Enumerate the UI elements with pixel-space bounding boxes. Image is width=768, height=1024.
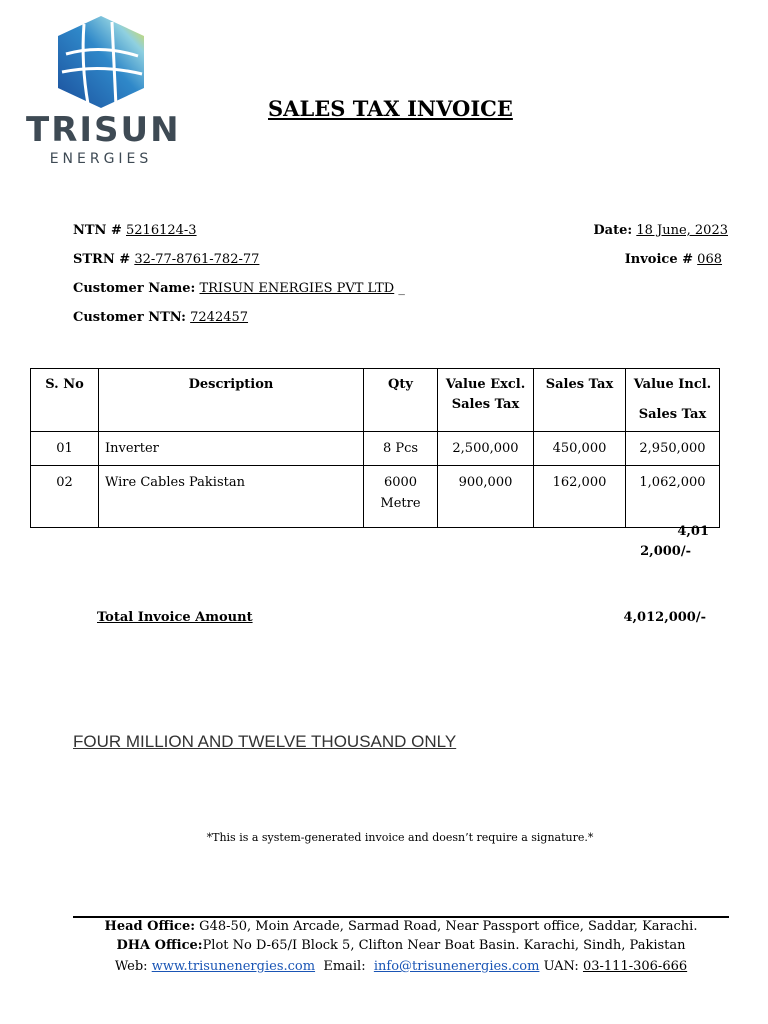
row-value-incl: 1,062,000 xyxy=(626,466,720,528)
row-qty-line2: Metre xyxy=(380,496,421,511)
dha-office-value: Plot No D-65/I Block 5, Clifton Near Boat Basin. Karachi, Sindh, Pakistan xyxy=(202,938,686,953)
hexagon-logo-icon xyxy=(26,14,176,110)
website-link[interactable]: www.trisunenergies.com xyxy=(151,959,316,974)
header-value-incl-line2: Sales Tax xyxy=(638,407,707,422)
system-generated-note: *This is a system-generated invoice and doesn’t require a signature.* xyxy=(206,831,594,844)
head-office-value: G48-50, Moin Arcade, Sarmad Road, Near Passport office, Saddar, Karachi. xyxy=(195,919,698,934)
customer-ntn-line xyxy=(73,310,248,325)
header-value-incl-line1: Value Incl. xyxy=(633,377,712,392)
total-invoice-label: Total Invoice Amount xyxy=(97,610,253,625)
invoice-items-table xyxy=(30,368,720,528)
row-qty xyxy=(364,466,438,528)
contact-line xyxy=(73,959,729,974)
logo-brand-text: TRISUN xyxy=(26,110,181,150)
footer-divider xyxy=(73,916,729,918)
uan-value: 03-111-306-666 xyxy=(582,959,688,974)
customer-name-line xyxy=(73,281,405,296)
strn-line xyxy=(73,252,259,267)
row-qty: 8 Pcs xyxy=(364,432,438,466)
header-description: Description xyxy=(99,369,364,432)
table-row xyxy=(31,432,720,466)
ntn-line xyxy=(73,223,197,238)
strn-label: STRN # xyxy=(73,252,131,267)
row-value-incl: 2,950,000 xyxy=(626,432,720,466)
row-description: Inverter xyxy=(99,432,364,466)
header-value-incl xyxy=(626,369,720,432)
date-line xyxy=(593,223,728,238)
invoice-number-value: 068 xyxy=(697,252,722,267)
head-office-line xyxy=(73,919,729,934)
strn-value: 32-77-8761-782-77 xyxy=(134,252,260,267)
customer-ntn-value: 7242457 xyxy=(190,310,249,325)
header-qty: Qty xyxy=(364,369,438,432)
row-sno: 02 xyxy=(31,466,99,528)
row-sales-tax: 162,000 xyxy=(534,466,626,528)
row-description: Wire Cables Pakistan xyxy=(99,466,364,528)
header-sno: S. No xyxy=(31,369,99,432)
logo-tagline-text: ENERGIES xyxy=(49,151,153,167)
customer-ntn-label: Customer NTN: xyxy=(73,310,186,325)
dha-office-label: DHA Office: xyxy=(116,938,203,953)
customer-name-label: Customer Name: xyxy=(73,281,196,296)
customer-name-value: TRISUN ENERGIES PVT LTD xyxy=(199,281,395,296)
date-value: 18 June, 2023 xyxy=(636,223,728,238)
company-logo xyxy=(26,14,181,174)
dha-office-line xyxy=(73,938,729,953)
header-sales-tax: Sales Tax xyxy=(534,369,626,432)
head-office-label: Head Office: xyxy=(104,919,196,934)
customer-name-trail: _ xyxy=(398,281,405,296)
row-value-excl: 2,500,000 xyxy=(438,432,534,466)
row-sales-tax: 450,000 xyxy=(534,432,626,466)
uan-label: UAN: xyxy=(543,959,579,974)
row-sno: 01 xyxy=(31,432,99,466)
header-value-excl-line2: Sales Tax xyxy=(451,397,520,412)
header-value-excl-line1: Value Excl. xyxy=(445,377,526,392)
total-invoice-value: 4,012,000/- xyxy=(623,610,706,625)
email-label: Email: xyxy=(323,959,366,974)
table-row xyxy=(31,466,720,528)
email-link[interactable]: info@trisunenergies.com xyxy=(373,959,540,974)
invoice-number-label: Invoice # xyxy=(624,252,694,267)
amount-in-words: FOUR MILLION AND TWELVE THOUSAND ONLY xyxy=(73,732,457,751)
date-label: Date: xyxy=(593,223,633,238)
subtotal-line1: 4,01 xyxy=(677,524,709,539)
ntn-value: 5216124-3 xyxy=(126,223,197,238)
ntn-label: NTN # xyxy=(73,223,122,238)
invoice-number-line xyxy=(625,252,722,267)
subtotal-line2: 2,000/- xyxy=(640,544,691,559)
row-qty-line1: 6000 xyxy=(383,475,418,490)
header-value-excl xyxy=(438,369,534,432)
table-header-row xyxy=(31,369,720,432)
row-value-excl: 900,000 xyxy=(438,466,534,528)
invoice-title: SALES TAX INVOICE xyxy=(268,96,513,121)
web-label: Web: xyxy=(114,959,152,974)
